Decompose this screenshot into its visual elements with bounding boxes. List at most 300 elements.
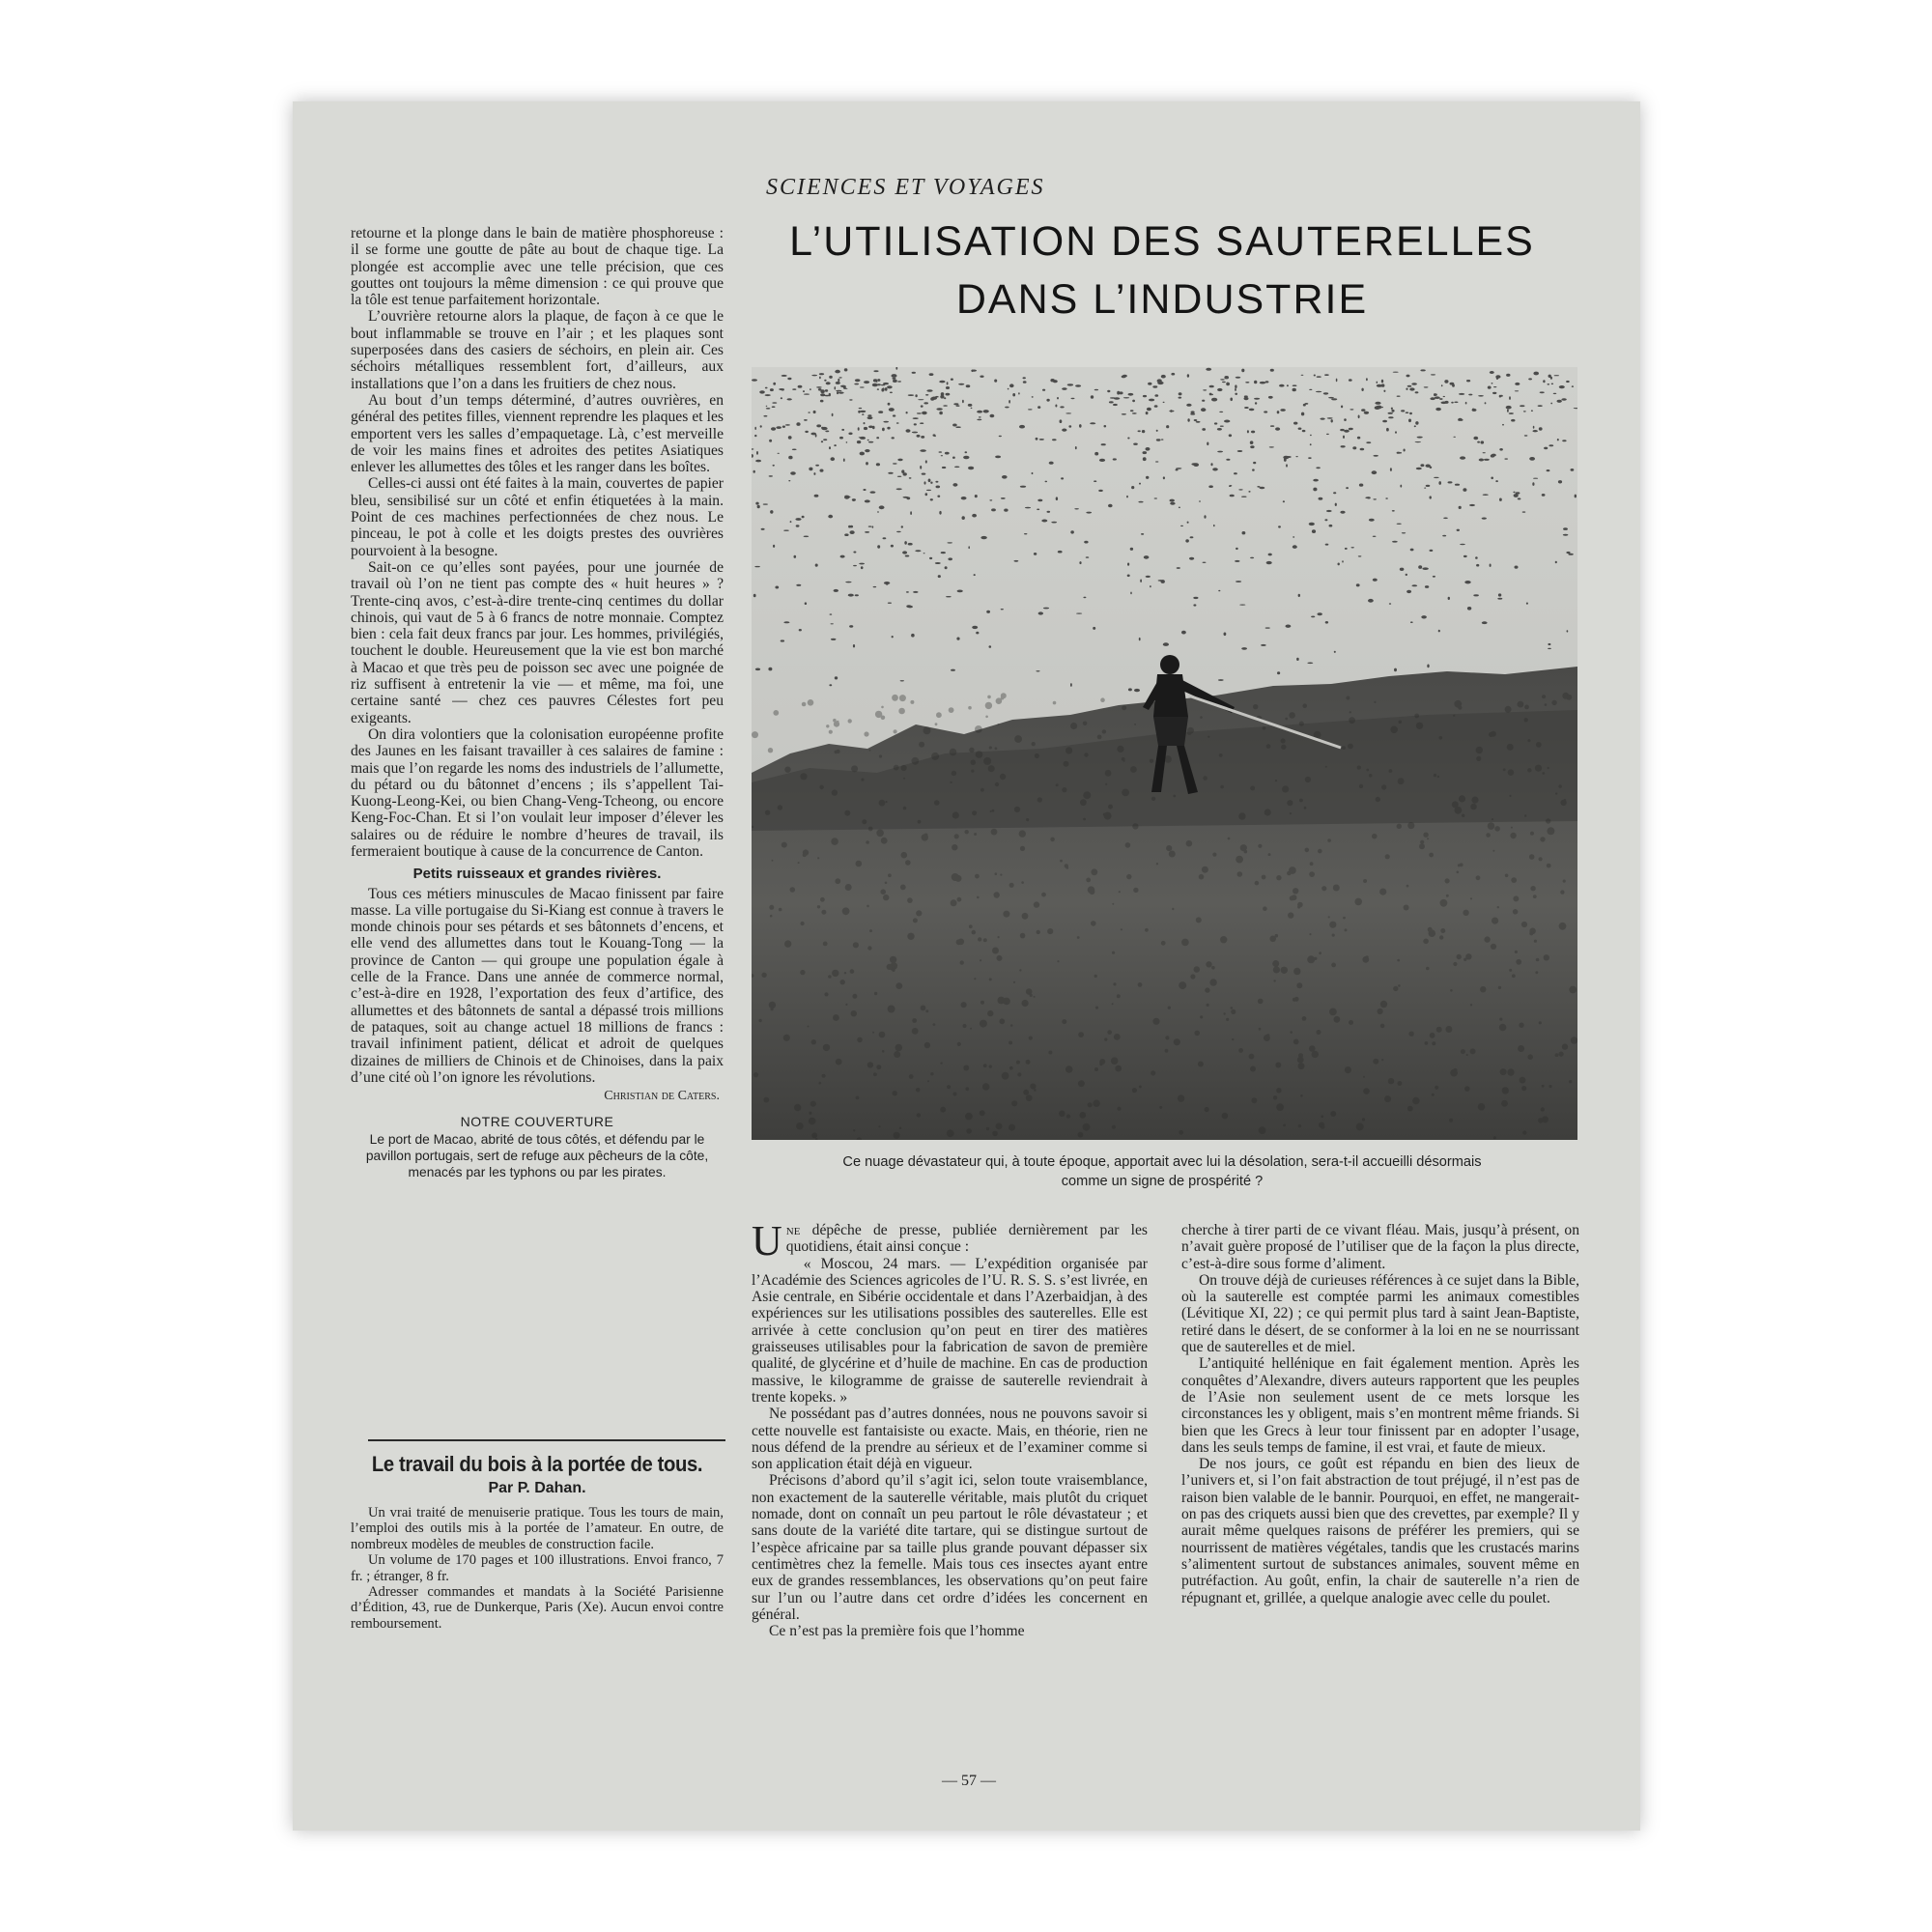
locust-speck — [1548, 643, 1550, 645]
ground-texture-dot — [1047, 928, 1053, 934]
paragraph: Au bout d’un temps déterminé, d’autres ouvrières, en général des petites filles, viennent reprendre les plaques et les emportent vers les salles d’empaquetage. Là, c’est merveille de voir les mains fines et adroites des petites Asiatiques enlever les allumettes des tôles et les ranger dans les boîtes. — [351, 391, 724, 476]
ground-texture-dot — [1457, 871, 1460, 874]
locust-speck — [1280, 409, 1286, 412]
ground-texture-dot — [909, 1074, 914, 1079]
locust-speck — [1373, 536, 1377, 537]
locust-speck — [828, 515, 833, 519]
locust-speck — [779, 388, 784, 390]
ground-texture-dot — [1251, 1097, 1257, 1103]
ground-texture-dot — [1112, 1125, 1116, 1129]
ground-texture-dot — [934, 800, 940, 806]
locust-speck — [1551, 384, 1553, 385]
locust-speck — [877, 379, 880, 382]
locust-speck — [1146, 476, 1149, 479]
ground-texture-dot — [817, 857, 819, 859]
ground-texture-dot — [1198, 1062, 1204, 1067]
locust-speck — [923, 553, 925, 554]
locust-speck — [1502, 424, 1504, 426]
locust-speck — [1032, 396, 1034, 398]
locust-speck — [1126, 496, 1128, 498]
locust-speck — [1509, 396, 1511, 400]
locust-speck — [962, 400, 964, 403]
locust-speck — [1373, 498, 1377, 499]
locust-speck — [1420, 369, 1425, 371]
locust-speck — [1483, 494, 1489, 496]
ground-texture-dot — [1510, 833, 1516, 838]
ground-texture-dot — [1293, 968, 1300, 975]
locust-speck — [1344, 418, 1347, 421]
ground-texture-dot — [947, 1129, 954, 1137]
locust-speck — [1373, 579, 1378, 582]
ground-texture-dot — [1497, 906, 1499, 908]
ground-texture-dot — [1019, 969, 1021, 971]
ground-texture-dot — [880, 889, 886, 895]
locust-speck — [1520, 405, 1524, 407]
locust-speck — [877, 545, 880, 548]
locust-speck — [1338, 563, 1340, 566]
ground-texture-dot — [1542, 1085, 1545, 1088]
ground-texture-dot — [1026, 1060, 1031, 1065]
locust-speck — [1493, 386, 1496, 387]
ground-texture-dot — [1209, 979, 1216, 985]
ground-texture-dot — [1105, 770, 1112, 777]
locust-speck — [765, 394, 771, 396]
ground-texture-dot — [1079, 1112, 1086, 1119]
locust-speck — [1438, 630, 1440, 633]
locust-speck — [855, 379, 861, 382]
ground-texture-dot — [1363, 1088, 1370, 1094]
locust-speck — [799, 629, 802, 631]
locust-speck — [1397, 452, 1401, 454]
locust-speck — [1553, 393, 1557, 394]
locust-speck — [887, 385, 893, 388]
ground-texture-dot — [1521, 1086, 1526, 1091]
locust-speck — [1329, 525, 1333, 527]
ground-texture-dot — [1207, 1004, 1209, 1007]
locust-speck — [1283, 500, 1285, 502]
ground-texture-dot — [1503, 768, 1506, 771]
ground-texture-dot — [1289, 867, 1296, 874]
ground-texture-dot — [1139, 1086, 1142, 1089]
locust-speck — [761, 528, 765, 530]
ground-texture-dot — [1138, 982, 1143, 987]
ground-texture-dot — [1518, 1045, 1524, 1052]
ground-texture-dot — [1030, 1084, 1036, 1090]
ground-texture-dot — [1397, 959, 1400, 962]
locust-speck — [1249, 409, 1255, 412]
locust-speck — [889, 408, 895, 412]
locust-speck — [1009, 384, 1014, 387]
locust-speck — [1134, 689, 1140, 692]
ground-texture-dot — [1194, 1031, 1200, 1037]
locust-speck — [778, 453, 780, 454]
locust-speck — [882, 428, 885, 432]
ground-texture-dot — [832, 970, 838, 977]
locust-speck — [999, 436, 1002, 437]
ground-texture-dot — [1569, 986, 1577, 994]
locust-speck — [1187, 522, 1189, 524]
locust-speck — [1346, 487, 1349, 489]
ground-texture-dot — [980, 1110, 985, 1116]
locust-speck — [1156, 430, 1158, 432]
locust-speck — [1484, 459, 1490, 461]
locust-speck — [775, 586, 779, 589]
locust-speck — [1171, 373, 1175, 376]
locust-speck — [823, 439, 827, 440]
ground-texture-dot — [1499, 1024, 1507, 1032]
locust-speck — [1345, 548, 1348, 550]
locust-speck — [829, 376, 833, 379]
ground-texture-dot — [1053, 701, 1057, 705]
ground-texture-dot — [965, 1087, 969, 1091]
cover-title: NOTRE COUVERTURE — [460, 1114, 614, 1130]
locust-speck — [1485, 402, 1487, 404]
ground-texture-dot — [811, 1039, 816, 1044]
ground-texture-dot — [1419, 843, 1425, 849]
ground-texture-dot — [1494, 826, 1500, 832]
ground-texture-dot — [985, 702, 992, 709]
ground-texture-dot — [1535, 971, 1538, 974]
locust-speck — [935, 481, 938, 483]
locust-speck — [846, 441, 848, 443]
ground-texture-dot — [894, 1051, 900, 1058]
ground-texture-dot — [1548, 1085, 1551, 1088]
ground-texture-dot — [887, 964, 893, 970]
locust-speck — [1176, 469, 1179, 470]
locust-speck — [873, 370, 878, 372]
ground-texture-dot — [1026, 1094, 1033, 1101]
ground-texture-dot — [987, 696, 991, 699]
ground-texture-dot — [1250, 1066, 1256, 1072]
locust-speck — [783, 621, 789, 623]
caption-line-1: Ce nuage dévastateur qui, à toute époque, apportait avec lui la désolation, sera-t-il accueilli désormais — [842, 1154, 1482, 1170]
ground-texture-dot — [819, 1082, 822, 1085]
paragraph: De nos jours, ce goût est répandu en bien des lieux de l’univers et, si l’on fait abstraction de tout préjugé, il n’est pas de raison bien valable de le bannir. Pourquoi, en effet, ne mangerait-on pas des criquets aussi bien que des crevettes, par exemple? Il y aurait même quelques raisons de préférer les premiers, qui se nourrissent de matières végétales, tandis que les crustacés marins s’alimentent surtout de substances animales, souvent même en putréfaction. Au goût, enfin, la chair de sauterelle n’a rien de répugnant et, grillée, a quelque analogie avec celle du poulet. — [1181, 1456, 1579, 1606]
ground-texture-dot — [1021, 881, 1024, 884]
locust-speck — [907, 606, 913, 609]
locust-speck — [1450, 383, 1455, 385]
ground-texture-dot — [894, 1132, 900, 1139]
locust-speck — [1094, 389, 1098, 391]
ground-texture-dot — [1094, 1067, 1098, 1071]
ground-texture-dot — [1034, 901, 1039, 907]
ground-texture-dot — [1258, 999, 1264, 1005]
headline — [723, 213, 1602, 328]
locust-speck — [1455, 484, 1460, 486]
ground-texture-dot — [1309, 933, 1311, 935]
ground-texture-dot — [876, 1065, 881, 1069]
ground-texture-dot — [1220, 936, 1227, 943]
locust-speck — [1518, 497, 1521, 499]
ground-texture-dot — [1457, 954, 1462, 959]
ground-texture-dot — [878, 1125, 880, 1127]
locust-speck — [1349, 428, 1353, 430]
ground-texture-dot — [1020, 933, 1026, 939]
locust-speck — [1179, 392, 1182, 395]
locust-speck — [1028, 409, 1033, 410]
ground-texture-dot — [1470, 804, 1477, 810]
locust-speck — [1235, 393, 1237, 395]
ground-texture-dot — [1445, 878, 1450, 883]
ground-texture-dot — [1161, 941, 1166, 946]
ground-texture-dot — [779, 908, 782, 912]
locust-speck — [971, 408, 973, 409]
locust-speck — [1504, 458, 1508, 459]
ground-texture-dot — [1014, 807, 1020, 812]
magazine-page — [293, 101, 1640, 1831]
locust-speck — [1190, 536, 1194, 538]
ground-texture-dot — [910, 700, 914, 704]
locust-speck — [980, 536, 986, 539]
ground-texture-dot — [1019, 830, 1026, 837]
locust-speck — [1352, 446, 1356, 449]
locust-speck — [1443, 518, 1448, 520]
ground-texture-dot — [996, 697, 1003, 704]
ground-texture-dot — [1282, 785, 1289, 792]
ground-texture-dot — [1010, 1024, 1013, 1027]
locust-speck — [1132, 400, 1135, 403]
ground-texture-dot — [1263, 906, 1267, 911]
ground-texture-dot — [800, 773, 807, 780]
ground-texture-dot — [995, 872, 998, 875]
locust-speck — [1307, 663, 1313, 665]
locust-speck — [1482, 518, 1487, 520]
ground-texture-dot — [997, 955, 1003, 961]
locust-speck — [1381, 407, 1383, 409]
locust-speck — [1460, 544, 1465, 545]
ground-texture-dot — [879, 1032, 886, 1038]
locust-speck — [1490, 564, 1492, 567]
locust-speck — [1433, 576, 1435, 578]
locust-speck — [877, 384, 881, 385]
ground-texture-dot — [996, 1122, 1003, 1129]
locust-speck — [1515, 383, 1520, 385]
ground-texture-dot — [851, 1010, 857, 1016]
locust-speck — [1075, 384, 1081, 387]
locust-speck — [859, 408, 863, 409]
ground-texture-dot — [1555, 1053, 1559, 1057]
locust-speck — [821, 440, 823, 442]
ground-texture-dot — [861, 779, 864, 781]
ground-texture-dot — [1022, 913, 1029, 920]
ground-texture-dot — [867, 1062, 873, 1067]
locust-speck — [1444, 380, 1448, 384]
locust-speck — [1062, 387, 1066, 390]
ground-texture-dot — [1065, 1065, 1073, 1073]
locust-speck — [1070, 683, 1072, 687]
ground-texture-dot — [936, 712, 942, 718]
locust-speck — [876, 437, 879, 439]
locust-speck — [815, 564, 818, 567]
locust-speck — [1213, 525, 1215, 526]
locust-speck — [820, 400, 824, 403]
locust-speck — [912, 372, 916, 374]
locust-speck — [1038, 611, 1043, 614]
locust-speck — [1127, 438, 1129, 440]
ground-texture-dot — [1206, 961, 1211, 967]
locust-speck — [1001, 609, 1004, 610]
locust-speck — [1538, 405, 1543, 407]
locust-speck — [913, 591, 919, 593]
locust-speck — [1201, 408, 1206, 412]
ground-texture-dot — [1505, 874, 1509, 878]
ground-texture-dot — [808, 1026, 810, 1028]
locust-speck — [1220, 379, 1225, 380]
locust-speck — [1130, 410, 1134, 412]
locust-speck — [977, 419, 981, 421]
locust-speck — [839, 377, 842, 378]
ground-texture-dot — [1363, 879, 1367, 883]
ground-texture-dot — [1407, 822, 1414, 829]
locust-speck — [1093, 627, 1095, 630]
ground-texture-dot — [1264, 1035, 1270, 1041]
locust-speck — [1144, 555, 1150, 559]
locust-speck — [948, 557, 952, 560]
ground-texture-dot — [1231, 1009, 1236, 1014]
ground-texture-dot — [1017, 1072, 1021, 1076]
locust-speck — [839, 437, 843, 440]
ground-texture-dot — [970, 1028, 972, 1030]
ground-texture-dot — [1077, 936, 1080, 939]
ground-texture-dot — [917, 1113, 921, 1117]
locust-speck — [1020, 486, 1026, 488]
ground-texture-dot — [832, 789, 838, 795]
locust-speck — [974, 574, 976, 576]
locust-speck — [1400, 485, 1402, 488]
locust-speck — [796, 525, 800, 526]
locust-speck — [1241, 647, 1247, 650]
locust-speck — [947, 382, 949, 384]
photo-caption — [698, 1152, 1626, 1191]
ground-texture-dot — [1212, 853, 1216, 857]
locust-speck — [1331, 419, 1333, 422]
ground-texture-dot — [951, 899, 957, 906]
ground-texture-dot — [1539, 857, 1543, 861]
ground-texture-dot — [988, 765, 995, 772]
locust-speck — [1388, 416, 1393, 418]
locust-speck — [915, 550, 921, 552]
locust-speck — [1161, 580, 1165, 583]
ground-texture-dot — [833, 1014, 839, 1021]
ground-texture-dot — [985, 716, 988, 719]
ground-texture-dot — [1378, 1009, 1383, 1014]
locust-speck — [1532, 482, 1534, 486]
ground-texture-dot — [1436, 1027, 1442, 1033]
ground-texture-dot — [923, 726, 931, 734]
locust-speck — [893, 414, 895, 416]
ground-texture-dot — [1232, 1038, 1234, 1040]
paragraph: Sait-on ce qu’elles sont payées, pour une journée de travail où l’on ne tient pas compte des « huit heures » ? Trente-cinq avos, c’est-à-dire trente-cinq centimes du dollar chinois, qui vaut de 5 à 6 francs de notre monnaie. Comptez bien : cela fait deux francs par jour. Les hommes, privilégiés, touchent le double. Heureusement que la vie est bon marché à Macao et que très peu de poisson sec avec une poignée de riz suffisent à entretenir la vie — et même, ma foi, une certaine santé — chez ces pauvres Célestes fort peu exigeants. — [351, 558, 724, 726]
ground-texture-dot — [1329, 1009, 1337, 1016]
locust-speck — [936, 408, 942, 411]
locust-speck — [1457, 529, 1460, 531]
ground-texture-dot — [1304, 807, 1307, 810]
ground-texture-dot — [989, 978, 992, 980]
locust-speck — [1060, 419, 1063, 423]
ground-texture-dot — [1566, 695, 1572, 700]
locust-speck — [1393, 372, 1399, 373]
ground-texture-dot — [1536, 742, 1542, 748]
locust-speck — [1191, 411, 1195, 413]
right-column — [1181, 1222, 1579, 1768]
ground-texture-dot — [888, 873, 892, 877]
ground-texture-dot — [1285, 718, 1288, 721]
ground-texture-dot — [978, 937, 981, 941]
ground-texture-dot — [1083, 791, 1091, 799]
locust-speck — [1385, 497, 1388, 499]
ground-texture-dot — [823, 942, 828, 947]
ground-texture-dot — [950, 749, 957, 756]
ground-texture-dot — [1321, 886, 1326, 891]
locust-speck — [1310, 435, 1312, 436]
locust-speck — [1277, 411, 1280, 413]
locust-speck — [1266, 561, 1272, 564]
locust-speck — [795, 518, 801, 521]
ground-texture-dot — [820, 897, 825, 902]
ground-texture-dot — [1115, 1065, 1122, 1072]
ground-texture-dot — [1125, 842, 1131, 848]
locust-speck — [1123, 397, 1129, 398]
locust-speck — [1454, 402, 1458, 404]
locust-speck — [1065, 412, 1071, 413]
paragraph: Ce n’est pas la première fois que l’homme — [769, 1623, 1025, 1640]
locust-speck — [1268, 396, 1273, 399]
ground-texture-dot — [1022, 1000, 1029, 1007]
locust-speck — [1242, 531, 1246, 534]
ground-texture-dot — [1542, 1116, 1548, 1122]
locust-speck — [813, 411, 816, 413]
ground-texture-dot — [852, 994, 857, 999]
ground-texture-dot — [898, 708, 905, 715]
ground-texture-dot — [1547, 827, 1554, 835]
locust-speck — [835, 386, 837, 389]
locust-speck — [1416, 468, 1422, 470]
locust-speck — [1529, 457, 1535, 461]
ground-texture-dot — [1348, 744, 1353, 750]
paragraph: Précisons d’abord qu’il s’agit ici, selon toute vraisemblance, non exactement de la sauterelle véritable, mais plutôt du criquet nomade, dont on connaît un peu partout le rôle dévastateur ; et sans doute de la variété dite tartare, qui se distingue surtout de l’espèce africaine par sa taille plus grande pouvant dépasser six centimètres chez la femelle. Mais tous ces insectes ayant entre eux de grandes ressemblances, les observations qu’on peut faire sur l’un ou l’autre dans cet ordre d’idées les concernent en général. — [752, 1472, 1148, 1623]
ground-texture-dot — [845, 884, 852, 891]
ground-texture-dot — [1102, 729, 1106, 733]
locust-speck — [850, 530, 855, 534]
ground-texture-dot — [974, 978, 976, 980]
locust-speck — [1372, 470, 1378, 474]
locust-speck — [896, 422, 899, 424]
ground-texture-dot — [998, 936, 1000, 938]
locust-speck — [1477, 441, 1480, 443]
ad-paragraph: Un vrai traité de menuiserie pratique. Tous les tours de main, l’emploi des outils mis à la portée de l’amateur. En outre, de nombreux modèles de meubles de construction facile. — [351, 1505, 724, 1552]
ground-texture-dot — [995, 782, 999, 786]
ground-texture-dot — [1366, 769, 1369, 772]
locust-speck — [1090, 422, 1095, 424]
ground-texture-dot — [933, 1023, 936, 1026]
locust-speck — [835, 370, 840, 374]
locust-speck — [760, 425, 762, 427]
ground-texture-dot — [834, 722, 839, 727]
ground-texture-dot — [856, 1096, 860, 1100]
ground-texture-dot — [1560, 800, 1566, 806]
paragraph: Tous ces métiers minuscules de Macao finissent par faire masse. La ville portugaise du Si-Kiang est connue à travers le monde chinois pour ses pétards et ses bâtonnets d’encens, et elle vend des allumettes dans tout le Kouang-Tong — la province de Canton — qui groupe une population égale à celle de la France. Dans une année de commerce normal, c’est-à-dire en 1928, l’exportation des feux d’artifice, des allumettes et des bâtonnets de santal a dépassé trois millions de pataques, soit au change actuel 18 millions de francs : travail infiniment patient, délicat et adroit de quelques dizaines de milliers de Chinois et de Chinoises, dans la paix d’une cité où l’on ignore les révolutions. — [351, 885, 724, 1086]
ground-texture-dot — [869, 929, 872, 932]
ground-texture-dot — [1276, 875, 1281, 880]
locust-speck — [873, 586, 877, 587]
ground-texture-dot — [965, 830, 969, 834]
ground-texture-dot — [1083, 722, 1088, 726]
locust-speck — [986, 611, 990, 613]
locust-speck — [1163, 642, 1169, 646]
ground-texture-dot — [1172, 908, 1174, 910]
locust-speck — [754, 566, 760, 567]
locust-speck — [1210, 463, 1212, 466]
